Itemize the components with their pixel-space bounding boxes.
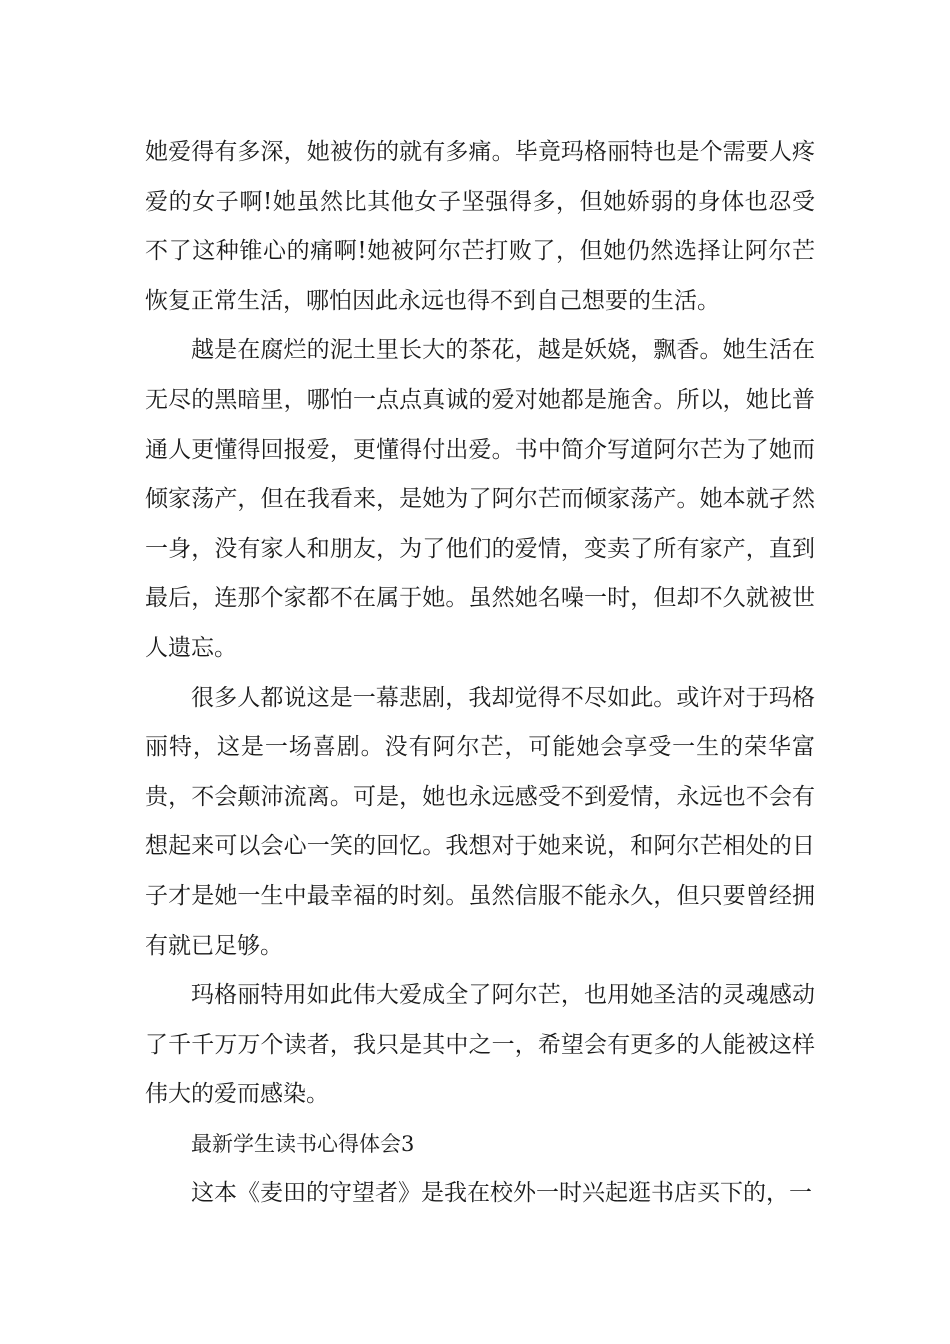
paragraph-1: 她爱得有多深，她被伤的就有多痛。毕竟玛格丽特也是个需要人疼爱的女子啊!她虽然比其他女子坚强得多，但她娇弱的身体也忍受不了这种锥心的痛啊!她被阿尔芒打败了，但她仍然选择让阿尔芒恢复正常生活，哪怕因此永远也得不到自己想要的生活。 xyxy=(145,139,815,314)
paragraph-4: 玛格丽特用如此伟大爱成全了阿尔芒，也用她圣洁的灵魂感动了千千万万个读者，我只是其中之一，希望会有更多的人能被这样伟大的爱而感染。 xyxy=(145,982,815,1108)
paragraph-5: 这本《麦田的守望者》是我在校外一时兴起逛书店买下的，一 xyxy=(191,1180,812,1207)
paragraph-3: 很多人都说这是一幕悲剧，我却觉得不尽如此。或许对于玛格丽特，这是一场喜剧。没有阿尔芒，可能她会享受一生的荣华富贵，不会颠沛流离。可是，她也永远感受不到爱情，永远也不会有想起来可以会心一笑的回忆。我想对于她来说，和阿尔芒相处的日子才是她一生中最幸福的时刻。虽然信服不能永久，但只要曾经拥有就已足够。 xyxy=(145,684,815,959)
paragraph-2: 越是在腐烂的泥土里长大的茶花，越是妖娆，飘香。她生活在无尽的黑暗里，哪怕一点点真诚的爱对她都是施舍。所以，她比普通人更懂得回报爱，更懂得付出爱。书中简介写道阿尔芒为了她而倾家荡产，但在我看来，是她为了阿尔芒而倾家荡产。她本就孑然一身，没有家人和朋友，为了他们的爱情，变卖了所有家产，直到最后，连那个家都不在属于她。虽然她名噪一时，但却不久就被世人遗忘。 xyxy=(145,337,815,661)
section-heading: 最新学生读书心得体会3 xyxy=(191,1131,415,1156)
document-body xyxy=(145,128,815,1219)
